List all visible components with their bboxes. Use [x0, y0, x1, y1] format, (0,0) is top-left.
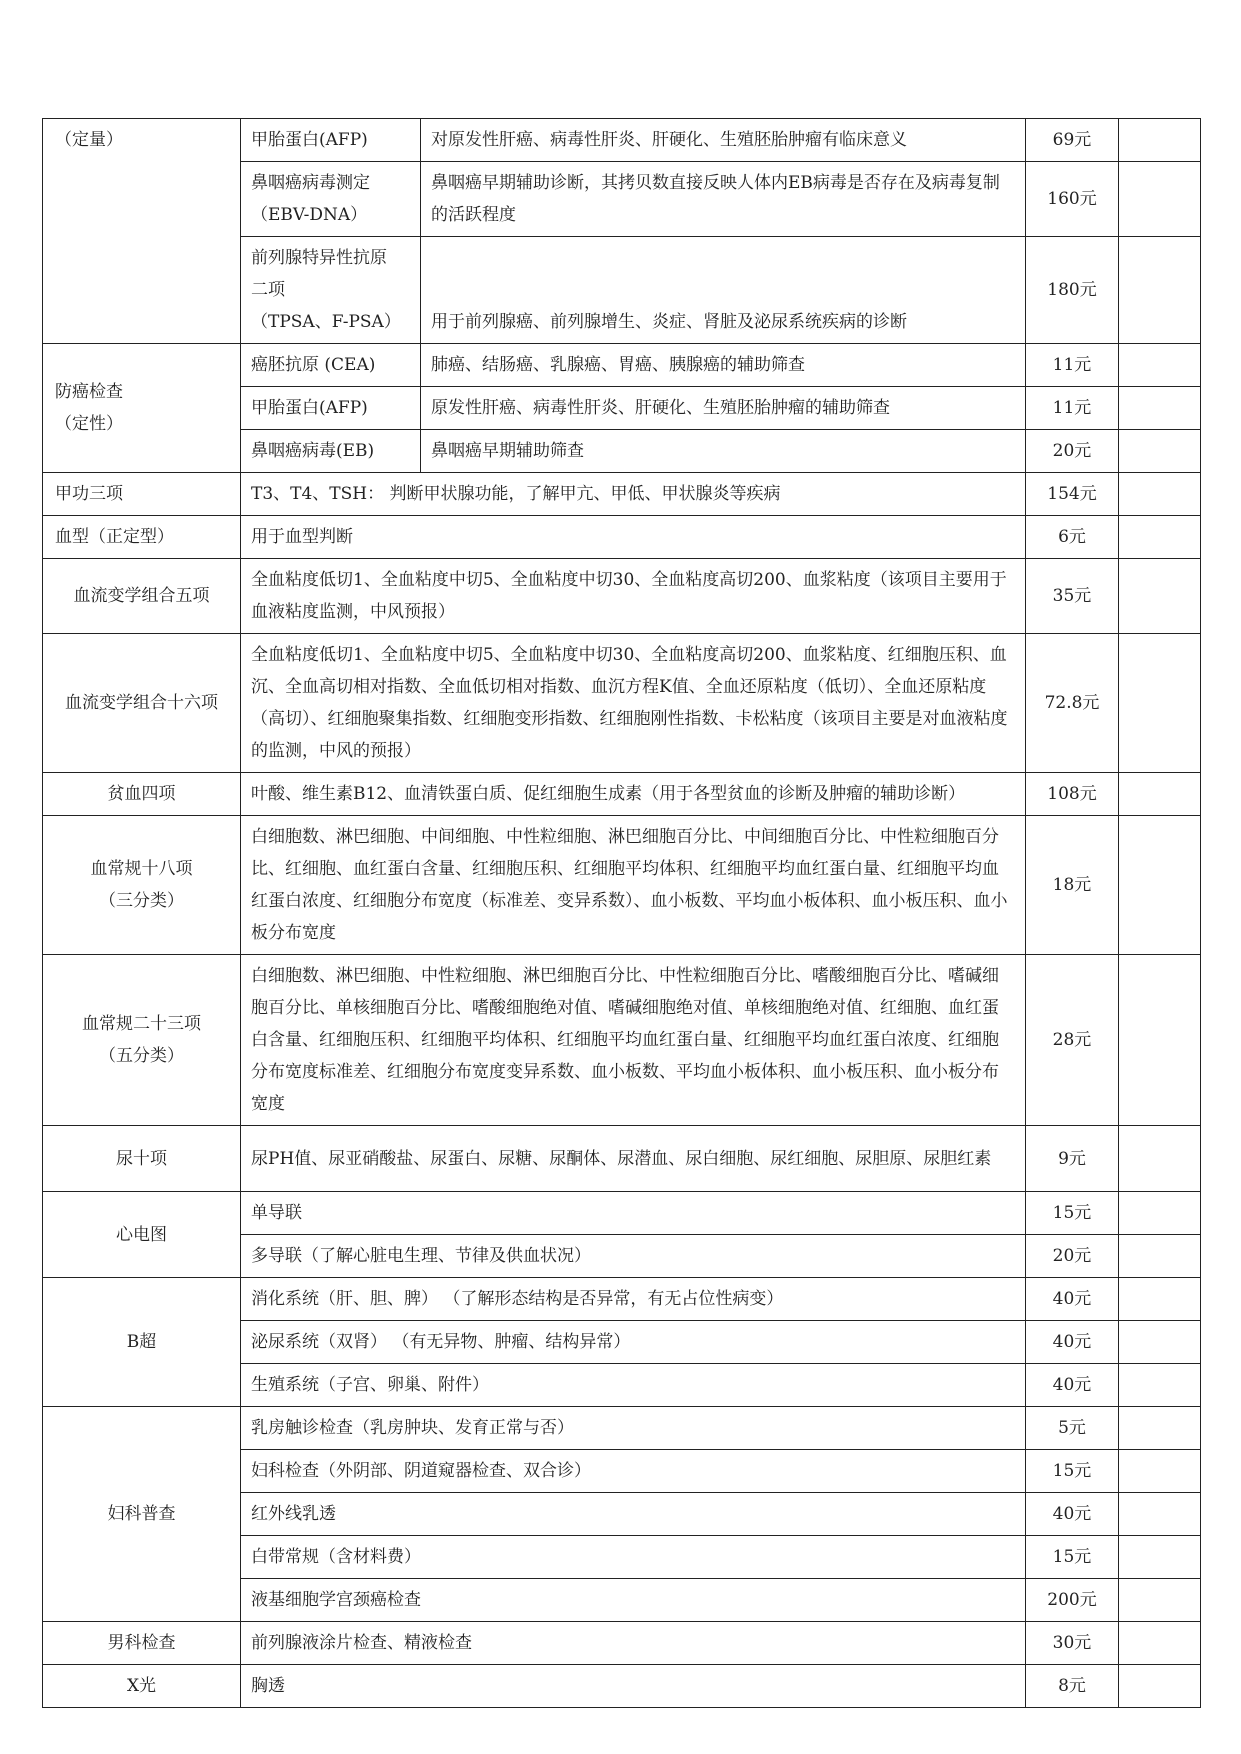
desc-cell: 用于前列腺癌、前列腺增生、炎症、肾脏及泌尿系统疾病的诊断 [421, 237, 1026, 344]
item-cell [241, 162, 421, 237]
desc-cell: 鼻咽癌早期辅助诊断，其拷贝数直接反映人体内EB病毒是否存在及病毒复制的活跃程度 [421, 162, 1026, 237]
item-line: （TPSA、F-PSA） [251, 312, 401, 332]
price-cell: 200元 [1026, 1579, 1119, 1622]
desc-cell: 原发性肝癌、病毒性肝炎、肝硬化、生殖胚胎肿瘤的辅助筛查 [421, 387, 1026, 430]
item-cell: 甲胎蛋白(AFP) [241, 387, 421, 430]
desc-cell: 白带常规（含材料费） [241, 1536, 1026, 1579]
desc-cell: 红外线乳透 [241, 1493, 1026, 1536]
blank-cell [1119, 344, 1201, 387]
price-cell: 20元 [1026, 1235, 1119, 1278]
blank-cell [1119, 955, 1201, 1126]
item-line: （EBV-DNA） [251, 205, 368, 225]
price-cell: 160元 [1026, 162, 1119, 237]
blank-cell [1119, 1278, 1201, 1321]
blank-cell [1119, 387, 1201, 430]
desc-cell: 前列腺液涂片检查、精液检查 [241, 1622, 1026, 1665]
table-row [43, 1192, 1201, 1235]
item-line: 鼻咽癌病毒测定 [251, 173, 370, 193]
price-cell: 108元 [1026, 773, 1119, 816]
price-cell: 15元 [1026, 1192, 1119, 1235]
table-row [43, 1622, 1201, 1665]
blank-cell [1119, 119, 1201, 162]
blank-cell [1119, 1622, 1201, 1665]
blank-cell [1119, 1126, 1201, 1192]
desc-cell: 叶酸、维生素B12、血清铁蛋白质、促红细胞生成素（用于各型贫血的诊断及肿瘤的辅助诊断） [241, 773, 1026, 816]
category-cell: 贫血四项 [43, 773, 241, 816]
blank-cell [1119, 816, 1201, 955]
price-cell: 6元 [1026, 516, 1119, 559]
price-cell: 28元 [1026, 955, 1119, 1126]
item-cell: 鼻咽癌病毒(EB) [241, 430, 421, 473]
desc-cell: 消化系统（肝、胆、脾） （了解形态结构是否异常，有无占位性病变） [241, 1278, 1026, 1321]
exam-price-table [42, 118, 1201, 1708]
table-row [43, 119, 1201, 162]
price-cell: 40元 [1026, 1364, 1119, 1407]
price-cell: 8元 [1026, 1665, 1119, 1708]
blank-cell [1119, 1235, 1201, 1278]
price-cell: 11元 [1026, 387, 1119, 430]
desc-cell: 妇科检查（外阴部、阴道窥器检查、双合诊） [241, 1450, 1026, 1493]
table-row [43, 344, 1201, 387]
category-cell: 尿十项 [43, 1126, 241, 1192]
blank-cell [1119, 1450, 1201, 1493]
blank-cell [1119, 1665, 1201, 1708]
table-row [43, 634, 1201, 773]
price-cell: 180元 [1026, 237, 1119, 344]
price-cell: 9元 [1026, 1126, 1119, 1192]
category-cell: 男科检查 [43, 1622, 241, 1665]
category-cell: （定量） [43, 119, 241, 344]
category-cell: 血型（正定型） [43, 516, 241, 559]
blank-cell [1119, 1579, 1201, 1622]
desc-cell: 白细胞数、淋巴细胞、中性粒细胞、淋巴细胞百分比、中性粒细胞百分比、嗜酸细胞百分比、嗜碱细胞百分比、单核细胞百分比、嗜酸细胞绝对值、嗜碱细胞绝对值、单核细胞绝对值、红细胞、血红蛋白含量、红细胞压积、红细胞平均体积、红细胞平均血红蛋白量、红细胞平均血红蛋白浓度、红细胞分布宽度标准差、红细胞分布宽度变异系数、血小板数、平均血小板体积、血小板压积、血小板分布宽度 [241, 955, 1026, 1126]
price-cell: 15元 [1026, 1536, 1119, 1579]
desc-cell: 白细胞数、淋巴细胞、中间细胞、中性粒细胞、淋巴细胞百分比、中间细胞百分比、中性粒细胞百分比、红细胞、血红蛋白含量、红细胞压积、红细胞平均体积、红细胞平均血红蛋白量、红细胞平均血红蛋白浓度、红细胞分布宽度（标准差、变异系数）、血小板数、平均血小板体积、血小板压积、血小板分布宽度 [241, 816, 1026, 955]
table-row [43, 773, 1201, 816]
price-cell: 18元 [1026, 816, 1119, 955]
price-cell: 40元 [1026, 1278, 1119, 1321]
category-cell [43, 955, 241, 1126]
category-cell [43, 344, 241, 473]
blank-cell [1119, 473, 1201, 516]
blank-cell [1119, 237, 1201, 344]
blank-cell [1119, 1321, 1201, 1364]
desc-cell: 多导联（了解心脏电生理、节律及供血状况） [241, 1235, 1026, 1278]
price-cell: 69元 [1026, 119, 1119, 162]
category-line: （五分类） [99, 1046, 184, 1066]
item-line: 二项 [251, 280, 285, 300]
blank-cell [1119, 559, 1201, 634]
desc-cell: 肺癌、结肠癌、乳腺癌、胃癌、胰腺癌的辅助筛查 [421, 344, 1026, 387]
category-cell: 妇科普查 [43, 1407, 241, 1622]
category-cell: X光 [43, 1665, 241, 1708]
desc-cell: 泌尿系统（双肾） （有无异物、肿瘤、结构异常） [241, 1321, 1026, 1364]
blank-cell [1119, 634, 1201, 773]
category-line: （三分类） [99, 891, 184, 911]
price-cell: 40元 [1026, 1321, 1119, 1364]
desc-cell: 胸透 [241, 1665, 1026, 1708]
category-cell [43, 816, 241, 955]
desc-cell: 用于血型判断 [241, 516, 1026, 559]
table-row [43, 1278, 1201, 1321]
desc-cell: 对原发性肝癌、病毒性肝炎、肝硬化、生殖胚胎肿瘤有临床意义 [421, 119, 1026, 162]
desc-cell: 全血粘度低切1、全血粘度中切5、全血粘度中切30、全血粘度高切200、血浆粘度（该项目主要用于血液粘度监测，中风预报） [241, 559, 1026, 634]
desc-cell: 全血粘度低切1、全血粘度中切5、全血粘度中切30、全血粘度高切200、血浆粘度、红细胞压积、血沉、全血高切相对指数、全血低切相对指数、血沉方程K值、全血还原粘度（低切）、全血还原粘度（高切）、红细胞聚集指数、红细胞变形指数、红细胞刚性指数、卡松粘度（该项目主要是对血液粘度的监测，中风的预报） [241, 634, 1026, 773]
category-cell: B超 [43, 1278, 241, 1407]
price-cell: 5元 [1026, 1407, 1119, 1450]
blank-cell [1119, 1493, 1201, 1536]
blank-cell [1119, 1536, 1201, 1579]
blank-cell [1119, 516, 1201, 559]
blank-cell [1119, 430, 1201, 473]
item-cell [241, 237, 421, 344]
price-cell: 15元 [1026, 1450, 1119, 1493]
desc-cell: 尿PH值、尿亚硝酸盐、尿蛋白、尿糖、尿酮体、尿潜血、尿白细胞、尿红细胞、尿胆原、尿胆红素 [241, 1126, 1026, 1192]
item-cell: 癌胚抗原 (CEA) [241, 344, 421, 387]
category-cell: 甲功三项 [43, 473, 241, 516]
table-row [43, 516, 1201, 559]
category-line: 血常规二十三项 [82, 1014, 201, 1034]
table-row [43, 473, 1201, 516]
table-row [43, 816, 1201, 955]
blank-cell [1119, 1407, 1201, 1450]
desc-cell: 生殖系统（子宫、卵巢、附件） [241, 1364, 1026, 1407]
category-line: （定性） [55, 414, 123, 434]
price-cell: 11元 [1026, 344, 1119, 387]
blank-cell [1119, 162, 1201, 237]
table-row [43, 1407, 1201, 1450]
table-row [43, 955, 1201, 1126]
price-cell: 30元 [1026, 1622, 1119, 1665]
category-cell: 血流变学组合十六项 [43, 634, 241, 773]
desc-cell: 鼻咽癌早期辅助筛查 [421, 430, 1026, 473]
blank-cell [1119, 773, 1201, 816]
category-cell: 心电图 [43, 1192, 241, 1278]
price-cell: 72.8元 [1026, 634, 1119, 773]
desc-cell: 单导联 [241, 1192, 1026, 1235]
table-row [43, 1665, 1201, 1708]
price-cell: 35元 [1026, 559, 1119, 634]
table-row [43, 559, 1201, 634]
category-line: 血常规十八项 [90, 859, 193, 879]
category-line: 防癌检查 [55, 382, 123, 402]
price-cell: 154元 [1026, 473, 1119, 516]
item-line: 前列腺特异性抗原 [251, 248, 387, 268]
blank-cell [1119, 1192, 1201, 1235]
item-cell: 甲胎蛋白(AFP) [241, 119, 421, 162]
desc-cell: 液基细胞学宫颈癌检查 [241, 1579, 1026, 1622]
table-row [43, 1126, 1201, 1192]
desc-cell: T3、T4、TSH： 判断甲状腺功能，了解甲亢、甲低、甲状腺炎等疾病 [241, 473, 1026, 516]
price-cell: 40元 [1026, 1493, 1119, 1536]
blank-cell [1119, 1364, 1201, 1407]
price-cell: 20元 [1026, 430, 1119, 473]
desc-cell: 乳房触诊检查（乳房肿块、发育正常与否） [241, 1407, 1026, 1450]
category-cell: 血流变学组合五项 [43, 559, 241, 634]
